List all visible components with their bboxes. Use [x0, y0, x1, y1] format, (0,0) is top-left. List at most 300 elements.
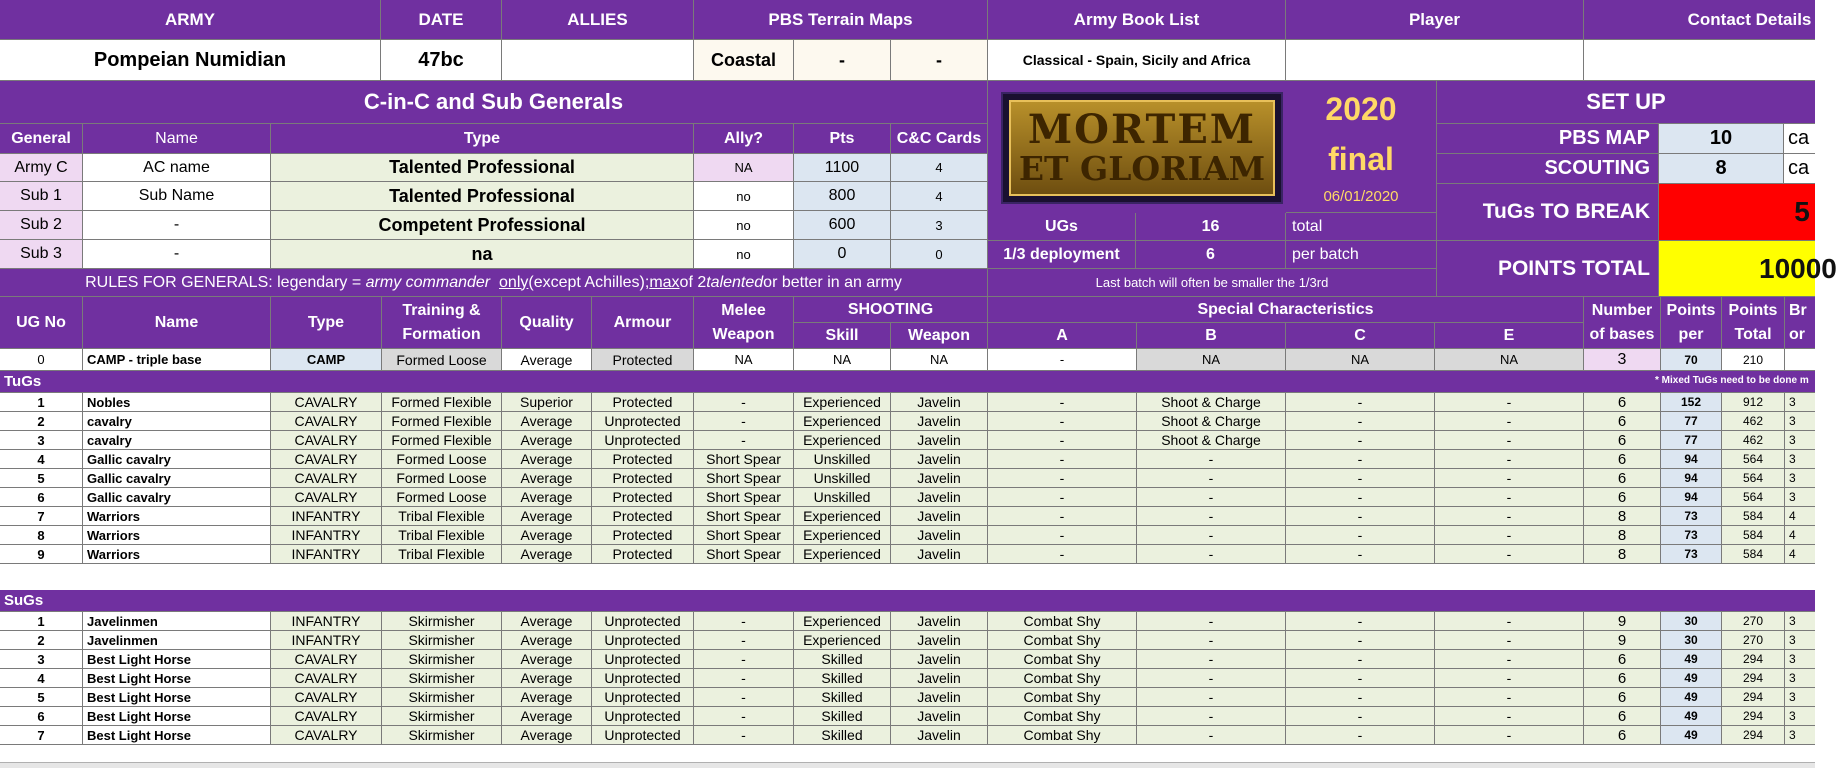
unit-e[interactable]: - — [1435, 669, 1584, 688]
unit-bases[interactable]: 6 — [1584, 707, 1661, 726]
unit-c[interactable]: - — [1286, 393, 1435, 412]
unit-bases[interactable]: 6 — [1584, 431, 1661, 450]
armour-header: Armour — [592, 297, 694, 349]
unit-bases[interactable]: 8 — [1584, 507, 1661, 526]
army-name-cell[interactable]: Pompeian Numidian — [0, 40, 381, 81]
unit-armour[interactable]: Protected — [592, 393, 694, 412]
unit-melee[interactable]: Short Spear — [694, 488, 794, 507]
unit-type[interactable]: CAVALRY — [271, 488, 382, 507]
unit-per: 49 — [1661, 688, 1722, 707]
army-header: ARMY — [0, 0, 381, 40]
unit-ug: 1 — [0, 393, 83, 412]
unit-melee[interactable]: Short Spear — [694, 450, 794, 469]
unit-bases[interactable]: 6 — [1584, 669, 1661, 688]
unit-skill[interactable]: Unskilled — [794, 488, 891, 507]
terrain-cell-2[interactable]: - — [794, 40, 891, 81]
unit-training[interactable]: Skirmisher — [382, 650, 502, 669]
ally-col-header: Ally? — [694, 124, 794, 154]
unit-a[interactable]: - — [988, 431, 1137, 450]
break-header: Br or — [1785, 297, 1815, 349]
unit-total: 294 — [1722, 688, 1785, 707]
unit-br: 3 — [1785, 450, 1815, 469]
unit-training[interactable]: Formed Loose — [382, 450, 502, 469]
unit-name[interactable]: Gallic cavalry — [83, 469, 271, 488]
unit-melee[interactable]: - — [694, 631, 794, 650]
unit-b[interactable]: - — [1137, 450, 1286, 469]
unit-melee[interactable]: - — [694, 688, 794, 707]
unit-e[interactable]: - — [1435, 688, 1584, 707]
bases-header: Number of bases — [1584, 297, 1661, 349]
unit-weapon[interactable]: Javelin — [891, 707, 988, 726]
points-total-header: Points Total — [1722, 297, 1785, 349]
general-type[interactable]: Talented Professional — [271, 154, 694, 182]
unit-name[interactable]: Best Light Horse — [83, 707, 271, 726]
date-header: DATE — [381, 0, 502, 40]
unit-name[interactable]: cavalry — [83, 412, 271, 431]
unit-armour[interactable]: Unprotected — [592, 650, 694, 669]
unit-quality[interactable]: Average — [502, 431, 592, 450]
unit-c[interactable]: - — [1286, 431, 1435, 450]
unit-bases[interactable]: 6 — [1584, 393, 1661, 412]
unit-name[interactable]: Best Light Horse — [83, 669, 271, 688]
unit-weapon[interactable]: Javelin — [891, 393, 988, 412]
ug-count-unit: total — [1286, 213, 1437, 241]
unit-melee[interactable]: - — [694, 669, 794, 688]
special-e-header: E — [1435, 323, 1584, 349]
unit-e[interactable]: - — [1435, 526, 1584, 545]
general-cards: 4 — [891, 182, 988, 211]
unit-name[interactable]: cavalry — [83, 431, 271, 450]
unit-type[interactable]: CAVALRY — [271, 726, 382, 745]
unit-br: 3 — [1785, 726, 1815, 745]
unit-training[interactable]: Tribal Flexible — [382, 545, 502, 564]
unit-quality[interactable]: Average — [502, 650, 592, 669]
unit-e[interactable]: - — [1435, 650, 1584, 669]
unit-training[interactable]: Skirmisher — [382, 707, 502, 726]
unit-br: 3 — [1785, 469, 1815, 488]
unit-b[interactable]: - — [1137, 669, 1286, 688]
unit-weapon[interactable]: Javelin — [891, 545, 988, 564]
unit-e[interactable]: - — [1435, 545, 1584, 564]
unit-a[interactable]: Combat Shy — [988, 612, 1137, 631]
unit-type[interactable]: CAVALRY — [271, 688, 382, 707]
unit-c[interactable]: - — [1286, 631, 1435, 650]
unit-type[interactable]: INFANTRY — [271, 545, 382, 564]
unit-skill[interactable]: Skilled — [794, 726, 891, 745]
unit-a[interactable]: - — [988, 412, 1137, 431]
unit-weapon[interactable]: Javelin — [891, 469, 988, 488]
unit-name[interactable]: Best Light Horse — [83, 726, 271, 745]
unit-per: 49 — [1661, 669, 1722, 688]
unit-bases[interactable]: 6 — [1584, 688, 1661, 707]
unit-e[interactable]: - — [1435, 612, 1584, 631]
points-total-label: POINTS TOTAL — [1437, 241, 1659, 297]
unit-training[interactable]: Formed Flexible — [382, 431, 502, 450]
unit-armour[interactable]: Protected — [592, 450, 694, 469]
unit-a[interactable]: Combat Shy — [988, 631, 1137, 650]
unit-name[interactable]: Gallic cavalry — [83, 488, 271, 507]
unit-armour[interactable]: Protected — [592, 488, 694, 507]
unit-melee[interactable]: Short Spear — [694, 526, 794, 545]
unit-training[interactable]: Tribal Flexible — [382, 526, 502, 545]
unit-armour[interactable]: Unprotected — [592, 707, 694, 726]
points-total-value: 10000 — [1659, 241, 1815, 297]
unit-total: 462 — [1722, 412, 1785, 431]
melee-weapon-header: Melee Weapon — [694, 297, 794, 349]
unit-name[interactable]: Javelinmen — [83, 631, 271, 650]
unit-weapon[interactable]: Javelin — [891, 450, 988, 469]
unit-weapon[interactable]: Javelin — [891, 631, 988, 650]
unit-skill[interactable]: Experienced — [794, 526, 891, 545]
unit-weapon[interactable]: Javelin — [891, 507, 988, 526]
unit-training[interactable]: Formed Loose — [382, 488, 502, 507]
unit-bases[interactable]: 6 — [1584, 469, 1661, 488]
unit-quality[interactable]: Average — [502, 669, 592, 688]
generals-title: C-in-C and Sub Generals — [0, 81, 988, 124]
unit-armour[interactable]: Unprotected — [592, 688, 694, 707]
unit-b[interactable]: - — [1137, 488, 1286, 507]
unit-total: 294 — [1722, 650, 1785, 669]
unit-bases[interactable]: 6 — [1584, 488, 1661, 507]
unit-type[interactable]: INFANTRY — [271, 631, 382, 650]
unit-c[interactable]: - — [1286, 450, 1435, 469]
unit-bases[interactable]: 9 — [1584, 612, 1661, 631]
unit-melee[interactable]: - — [694, 431, 794, 450]
unit-quality[interactable]: Average — [502, 450, 592, 469]
unit-weapon[interactable]: Javelin — [891, 412, 988, 431]
unit-weapon[interactable]: Javelin — [891, 726, 988, 745]
camp-special-c: NA — [1286, 349, 1435, 371]
unit-bases[interactable]: 8 — [1584, 526, 1661, 545]
unit-a[interactable]: - — [988, 469, 1137, 488]
contact-header: Contact Details — [1584, 0, 1815, 40]
unit-quality[interactable]: Average — [502, 545, 592, 564]
unit-armour[interactable]: Protected — [592, 526, 694, 545]
date-cell[interactable]: 47bc — [381, 40, 502, 81]
unit-type[interactable]: CAVALRY — [271, 669, 382, 688]
shooting-header: SHOOTING — [794, 297, 988, 323]
unit-per: 73 — [1661, 507, 1722, 526]
unit-skill[interactable]: Experienced — [794, 412, 891, 431]
unit-e[interactable]: - — [1435, 488, 1584, 507]
unit-weapon[interactable]: Javelin — [891, 669, 988, 688]
unit-e[interactable]: - — [1435, 631, 1584, 650]
unit-training[interactable]: Skirmisher — [382, 612, 502, 631]
unit-type[interactable]: CAVALRY — [271, 412, 382, 431]
scouting-value[interactable]: 8 — [1659, 154, 1784, 184]
camp-quality: Average — [502, 349, 592, 371]
unit-training[interactable]: Skirmisher — [382, 631, 502, 650]
general-cards: 3 — [891, 211, 988, 240]
general-type[interactable]: Competent Professional — [271, 211, 694, 240]
unit-skill[interactable]: Skilled — [794, 688, 891, 707]
unit-training[interactable]: Formed Flexible — [382, 412, 502, 431]
unit-b[interactable]: - — [1137, 545, 1286, 564]
unit-quality[interactable]: Average — [502, 469, 592, 488]
unit-quality[interactable]: Average — [502, 631, 592, 650]
deployment-note: Last batch will often be smaller the 1/3rd — [988, 269, 1437, 297]
unit-skill[interactable]: Skilled — [794, 707, 891, 726]
unit-skill[interactable]: Unskilled — [794, 450, 891, 469]
unit-e[interactable]: - — [1435, 393, 1584, 412]
unit-armour[interactable]: Protected — [592, 507, 694, 526]
unit-melee[interactable]: - — [694, 393, 794, 412]
unit-quality[interactable]: Average — [502, 412, 592, 431]
unit-armour[interactable]: Unprotected — [592, 431, 694, 450]
unit-type[interactable]: CAVALRY — [271, 650, 382, 669]
edition-date: 06/01/2020 — [1286, 180, 1437, 213]
unit-skill[interactable]: Experienced — [794, 631, 891, 650]
unit-total: 564 — [1722, 488, 1785, 507]
unit-weapon[interactable]: Javelin — [891, 612, 988, 631]
unit-quality[interactable]: Average — [502, 488, 592, 507]
unit-per: 30 — [1661, 612, 1722, 631]
unit-a[interactable]: - — [988, 488, 1137, 507]
unit-training[interactable]: Skirmisher — [382, 688, 502, 707]
unit-bases[interactable]: 6 — [1584, 412, 1661, 431]
unit-armour[interactable]: Unprotected — [592, 612, 694, 631]
unit-armour[interactable]: Unprotected — [592, 412, 694, 431]
general-ally[interactable]: no — [694, 240, 794, 269]
pbs-map-unit: ca — [1784, 124, 1815, 154]
unit-quality[interactable]: Average — [502, 612, 592, 631]
unit-e[interactable]: - — [1435, 450, 1584, 469]
unit-skill[interactable]: Skilled — [794, 650, 891, 669]
unit-a[interactable]: - — [988, 393, 1137, 412]
unit-melee[interactable]: Short Spear — [694, 507, 794, 526]
unit-b[interactable]: - — [1137, 707, 1286, 726]
unit-melee[interactable]: Short Spear — [694, 469, 794, 488]
unit-c[interactable]: - — [1286, 469, 1435, 488]
unit-armour[interactable]: Unprotected — [592, 631, 694, 650]
unit-c[interactable]: - — [1286, 526, 1435, 545]
general-pts: 600 — [794, 211, 891, 240]
unit-ug: 6 — [0, 488, 83, 507]
special-characteristics-header: Special Characteristics — [988, 297, 1584, 323]
general-name[interactable]: Sub Name — [83, 182, 271, 211]
unit-a[interactable]: Combat Shy — [988, 650, 1137, 669]
unit-b[interactable]: - — [1137, 631, 1286, 650]
general-ally[interactable]: no — [694, 182, 794, 211]
contact-cell[interactable] — [1584, 40, 1815, 81]
unit-armour[interactable]: Protected — [592, 469, 694, 488]
unit-c[interactable]: - — [1286, 545, 1435, 564]
general-ally[interactable]: no — [694, 211, 794, 240]
unit-quality[interactable]: Superior — [502, 393, 592, 412]
unit-total: 564 — [1722, 469, 1785, 488]
unit-b[interactable]: Shoot & Charge — [1137, 412, 1286, 431]
unit-c[interactable]: - — [1286, 669, 1435, 688]
general-label: Army C — [0, 154, 83, 182]
pbs-map-value[interactable]: 10 — [1659, 124, 1784, 154]
unit-weapon[interactable]: Javelin — [891, 650, 988, 669]
unit-weapon[interactable]: Javelin — [891, 488, 988, 507]
sheet-tab-bar[interactable] — [0, 762, 1815, 768]
unit-e[interactable]: - — [1435, 431, 1584, 450]
unit-training[interactable]: Formed Flexible — [382, 393, 502, 412]
camp-bases[interactable]: 3 — [1584, 349, 1661, 371]
generals-rules-note: RULES FOR GENERALS: legendary = army commander only (except Achilles); max of 2 talented or better in an army — [0, 269, 988, 297]
unit-b[interactable]: - — [1137, 726, 1286, 745]
unit-training[interactable]: Skirmisher — [382, 669, 502, 688]
unit-c[interactable]: - — [1286, 488, 1435, 507]
unit-a[interactable]: - — [988, 545, 1137, 564]
unit-training[interactable]: Tribal Flexible — [382, 507, 502, 526]
logo-line-2: ET GLORIAM — [1018, 149, 1266, 188]
unit-type[interactable]: INFANTRY — [271, 507, 382, 526]
unit-e[interactable]: - — [1435, 707, 1584, 726]
unit-quality[interactable]: Average — [502, 688, 592, 707]
unit-training[interactable]: Formed Loose — [382, 469, 502, 488]
unit-name[interactable]: Warriors — [83, 526, 271, 545]
training-header: Training & Formation — [382, 297, 502, 349]
unit-a[interactable]: - — [988, 526, 1137, 545]
unit-type[interactable]: CAVALRY — [271, 707, 382, 726]
player-header: Player — [1286, 0, 1584, 40]
unit-e[interactable]: - — [1435, 412, 1584, 431]
type-col-header: Type — [271, 124, 694, 154]
allies-header: ALLIES — [502, 0, 694, 40]
unit-bases[interactable]: 6 — [1584, 650, 1661, 669]
unit-b[interactable]: - — [1137, 507, 1286, 526]
unit-armour[interactable]: Unprotected — [592, 726, 694, 745]
unit-name[interactable]: Best Light Horse — [83, 688, 271, 707]
unit-melee[interactable]: - — [694, 412, 794, 431]
unit-c[interactable]: - — [1286, 707, 1435, 726]
unit-e[interactable]: - — [1435, 507, 1584, 526]
unit-skill[interactable]: Skilled — [794, 669, 891, 688]
unit-skill[interactable]: Experienced — [794, 545, 891, 564]
unit-skill[interactable]: Experienced — [794, 507, 891, 526]
unit-e[interactable]: - — [1435, 469, 1584, 488]
unit-name[interactable]: Warriors — [83, 507, 271, 526]
unit-melee[interactable]: - — [694, 612, 794, 631]
unit-armour[interactable]: Protected — [592, 545, 694, 564]
unit-name[interactable]: Javelinmen — [83, 612, 271, 631]
unit-name[interactable]: Gallic cavalry — [83, 450, 271, 469]
unit-bases[interactable]: 6 — [1584, 450, 1661, 469]
shooting-weapon-header: Weapon — [891, 323, 988, 349]
unit-bases[interactable]: 9 — [1584, 631, 1661, 650]
unit-weapon[interactable]: Javelin — [891, 688, 988, 707]
unit-melee[interactable]: Short Spear — [694, 545, 794, 564]
unit-skill[interactable]: Unskilled — [794, 469, 891, 488]
camp-name: CAMP - triple base — [83, 349, 271, 371]
unit-type[interactable]: CAVALRY — [271, 469, 382, 488]
army-book-cell[interactable]: Classical - Spain, Sicily and Africa — [988, 40, 1286, 81]
unit-name[interactable]: Nobles — [83, 393, 271, 412]
unit-weapon[interactable]: Javelin — [891, 526, 988, 545]
player-cell[interactable] — [1286, 40, 1584, 81]
mortem-et-gloriam-logo — [1001, 92, 1283, 204]
unit-b[interactable]: - — [1137, 469, 1286, 488]
unit-bases[interactable]: 6 — [1584, 726, 1661, 745]
unit-skill[interactable]: Experienced — [794, 393, 891, 412]
general-name[interactable]: AC name — [83, 154, 271, 182]
unit-armour[interactable]: Unprotected — [592, 669, 694, 688]
unit-melee[interactable]: - — [694, 650, 794, 669]
unit-name[interactable]: Warriors — [83, 545, 271, 564]
terrain-cell-3[interactable]: - — [891, 40, 988, 81]
unit-c[interactable]: - — [1286, 507, 1435, 526]
general-type[interactable]: na — [271, 240, 694, 269]
unit-a[interactable]: - — [988, 507, 1137, 526]
unit-c[interactable]: - — [1286, 650, 1435, 669]
unit-skill[interactable]: Experienced — [794, 612, 891, 631]
unit-br: 3 — [1785, 431, 1815, 450]
unit-br: 3 — [1785, 631, 1815, 650]
unit-quality[interactable]: Average — [502, 526, 592, 545]
tugs-to-break-label: TuGs TO BREAK — [1437, 184, 1659, 241]
unit-melee[interactable]: - — [694, 707, 794, 726]
unit-br: 3 — [1785, 612, 1815, 631]
general-col-header: General — [0, 124, 83, 154]
unit-b[interactable]: - — [1137, 612, 1286, 631]
general-type[interactable]: Talented Professional — [271, 182, 694, 211]
general-name[interactable]: - — [83, 240, 271, 269]
unit-b[interactable]: Shoot & Charge — [1137, 393, 1286, 412]
unit-type[interactable]: INFANTRY — [271, 526, 382, 545]
camp-skill: NA — [794, 349, 891, 371]
unit-a[interactable]: Combat Shy — [988, 669, 1137, 688]
pbs-terrain-header: PBS Terrain Maps — [694, 0, 988, 40]
name-col-header: Name — [83, 124, 271, 154]
unit-per: 73 — [1661, 526, 1722, 545]
general-name[interactable]: - — [83, 211, 271, 240]
unit-c[interactable]: - — [1286, 412, 1435, 431]
unit-total: 912 — [1722, 393, 1785, 412]
general-pts: 800 — [794, 182, 891, 211]
unit-type[interactable]: INFANTRY — [271, 612, 382, 631]
unit-total: 270 — [1722, 612, 1785, 631]
general-ally[interactable]: NA — [694, 154, 794, 182]
unit-name[interactable]: Best Light Horse — [83, 650, 271, 669]
unit-b[interactable]: Shoot & Charge — [1137, 431, 1286, 450]
camp-armour: Protected — [592, 349, 694, 371]
unit-a[interactable]: Combat Shy — [988, 726, 1137, 745]
camp-type: CAMP — [271, 349, 382, 371]
unit-quality[interactable]: Average — [502, 507, 592, 526]
unit-bases[interactable]: 8 — [1584, 545, 1661, 564]
unit-weapon[interactable]: Javelin — [891, 431, 988, 450]
unit-b[interactable]: - — [1137, 650, 1286, 669]
unit-type[interactable]: CAVALRY — [271, 393, 382, 412]
unit-a[interactable]: Combat Shy — [988, 688, 1137, 707]
unit-type[interactable]: CAVALRY — [271, 450, 382, 469]
unit-e[interactable]: - — [1435, 726, 1584, 745]
allies-cell[interactable] — [502, 40, 694, 81]
unit-training[interactable]: Skirmisher — [382, 726, 502, 745]
unit-a[interactable]: - — [988, 450, 1137, 469]
unit-c[interactable]: - — [1286, 726, 1435, 745]
terrain-cell-1[interactable]: Coastal — [694, 40, 794, 81]
unit-per: 49 — [1661, 650, 1722, 669]
unit-melee[interactable]: - — [694, 726, 794, 745]
cards-col-header: C&C Cards — [891, 124, 988, 154]
unit-c[interactable]: - — [1286, 688, 1435, 707]
setup-title: SET UP — [1437, 81, 1815, 124]
unit-quality[interactable]: Average — [502, 707, 592, 726]
unit-type[interactable]: CAVALRY — [271, 431, 382, 450]
unit-b[interactable]: - — [1137, 688, 1286, 707]
unit-a[interactable]: Combat Shy — [988, 707, 1137, 726]
unit-skill[interactable]: Experienced — [794, 431, 891, 450]
unit-ug: 3 — [0, 650, 83, 669]
unit-quality[interactable]: Average — [502, 726, 592, 745]
unit-b[interactable]: - — [1137, 526, 1286, 545]
unit-c[interactable]: - — [1286, 612, 1435, 631]
unit-per: 73 — [1661, 545, 1722, 564]
